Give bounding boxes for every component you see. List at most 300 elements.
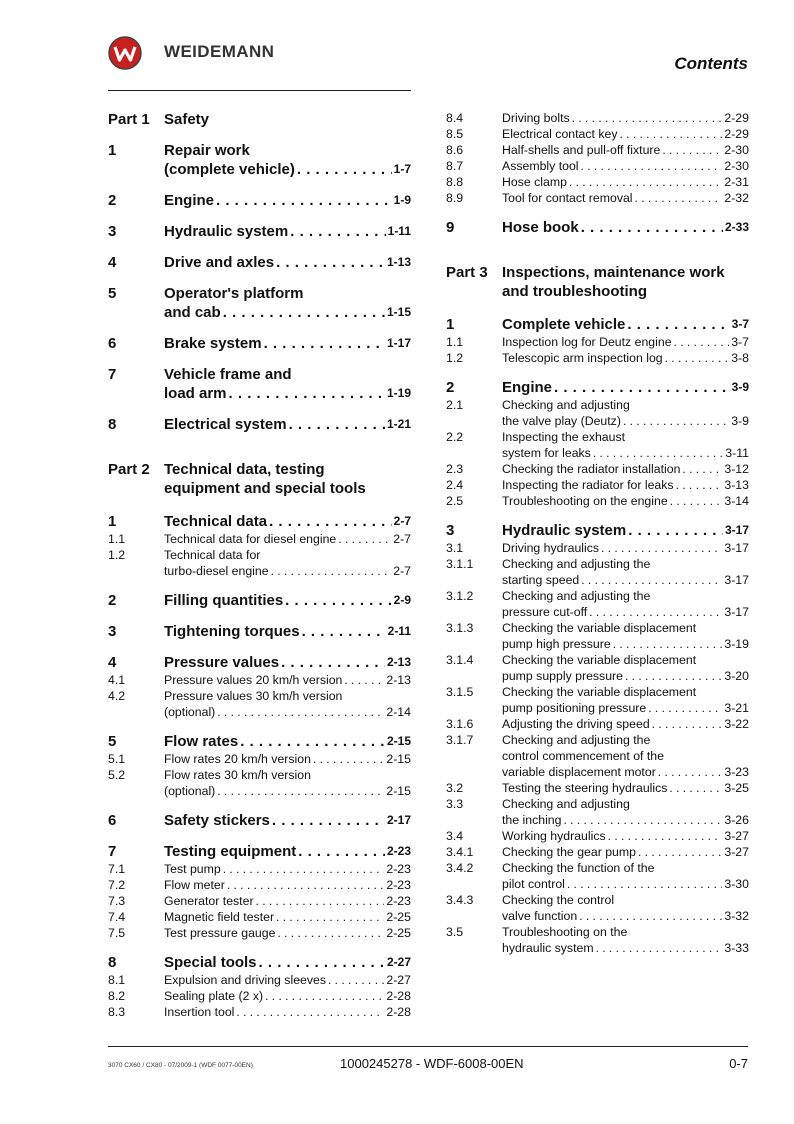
leader-dots	[627, 315, 729, 334]
toc-entry-title: variable displacement motor	[502, 765, 656, 779]
toc-entry-page: 3-19	[724, 637, 749, 651]
toc-entry-title: the valve play (Deutz)	[502, 414, 621, 428]
leader-dots	[613, 636, 723, 652]
toc-entry-page: 3-8	[731, 351, 749, 365]
leader-dots	[276, 253, 385, 272]
toc-entry-title: the inching	[502, 813, 562, 827]
toc-entry-page: 2-23	[386, 862, 411, 876]
toc-entry-page: 2-17	[386, 813, 411, 827]
toc-entry-title: Checking and adjusting	[502, 797, 630, 811]
toc-entry[interactable]	[108, 222, 411, 241]
toc-entry[interactable]	[446, 828, 749, 844]
toc-entry[interactable]	[108, 688, 411, 720]
toc-entry-page: 2-9	[393, 593, 411, 607]
toc-entry-page: 2-27	[386, 973, 411, 987]
toc-entry[interactable]	[108, 988, 411, 1004]
leader-dots	[579, 908, 722, 924]
toc-entry-number: 4.2	[108, 689, 126, 703]
toc-left-column	[108, 110, 411, 1020]
toc-entry-title: Tightening torques	[164, 623, 300, 640]
toc-entry-number: 3	[108, 623, 117, 640]
leader-dots	[236, 1004, 384, 1020]
leader-dots	[589, 604, 722, 620]
toc-entry-number: 2.5	[446, 494, 464, 508]
leader-dots	[674, 334, 730, 350]
leader-dots	[227, 877, 385, 893]
toc-entry-number: 6	[108, 335, 117, 352]
toc-entry-title: Checking the variable displacement	[502, 685, 697, 699]
toc-entry-page: 3-9	[731, 380, 749, 394]
leader-dots	[271, 563, 392, 579]
toc-entry-page: 3-30	[724, 877, 749, 891]
toc-entry[interactable]	[446, 110, 749, 126]
toc-entry[interactable]	[108, 512, 411, 531]
toc-entry-title: Technical data for diesel engine	[164, 532, 337, 546]
toc-entry-number: 7	[108, 366, 117, 383]
toc-entry[interactable]	[108, 1004, 411, 1020]
toc-entry-page: 2-14	[386, 705, 411, 719]
toc-entry-page: 3-21	[724, 701, 749, 715]
toc-entry-title: Flow rates 30 km/h version	[164, 768, 311, 782]
toc-entry[interactable]	[446, 780, 749, 796]
leader-dots	[682, 461, 722, 477]
toc-entry-number: 7.4	[108, 910, 126, 924]
toc-entry-number: 3.3	[446, 797, 464, 811]
toc-entry[interactable]	[446, 892, 749, 924]
toc-entry[interactable]	[108, 334, 411, 353]
toc-entry-page: 1-17	[386, 336, 411, 350]
toc-entry[interactable]	[446, 716, 749, 732]
toc-entry-title: Filling quantities	[164, 592, 284, 609]
leader-dots	[596, 940, 723, 956]
toc-entry-number: 7.2	[108, 878, 126, 892]
toc-entry-page: 1-21	[386, 417, 411, 431]
toc-entry-title: Pressure values	[164, 654, 280, 671]
footer-doc-code: 3070 CX60 / CX80 - 07/2009-1 (WDF 0077-00EN)	[108, 1062, 253, 1069]
toc-entry-title: Operator's platform	[164, 285, 304, 302]
toc-entry-title: Insertion tool	[164, 1005, 235, 1019]
toc-entry[interactable]	[108, 622, 411, 641]
toc-entry[interactable]	[108, 672, 411, 688]
toc-entry-title: Inspecting the radiator for leaks	[502, 478, 674, 492]
toc-entry-title: turbo-diesel engine	[164, 564, 269, 578]
leader-dots	[581, 218, 723, 237]
toc-entry-number: 2.3	[446, 462, 464, 476]
leader-dots	[652, 716, 723, 732]
toc-entry-number: 1.1	[446, 335, 464, 349]
toc-entry-title: Expulsion and driving sleeves	[164, 973, 327, 987]
leader-dots	[313, 751, 384, 767]
toc-entry[interactable]	[446, 844, 749, 860]
toc-entry[interactable]	[108, 767, 411, 799]
leader-dots	[216, 191, 392, 210]
toc-entry[interactable]	[108, 191, 411, 210]
footer-page-number: 0-7	[729, 1056, 748, 1071]
toc-entry-number: 5.1	[108, 752, 126, 766]
toc-entry[interactable]	[108, 953, 411, 972]
toc-entry-page: 1-19	[386, 386, 411, 400]
footer-doc-number: 1000245278 - WDF-6008-00EN	[340, 1056, 524, 1071]
toc-entry[interactable]	[446, 315, 749, 334]
toc-entry-title: load arm	[164, 385, 227, 402]
toc-entry-number: 7.1	[108, 862, 126, 876]
toc-entry-number: 8.5	[446, 127, 464, 141]
toc-entry-number: 2	[108, 192, 117, 209]
toc-entry-number: 8	[108, 416, 117, 433]
toc-entry-title: pilot control	[502, 877, 565, 891]
toc-entry[interactable]	[446, 126, 749, 142]
leader-dots	[223, 861, 385, 877]
toc-entry[interactable]	[446, 477, 749, 493]
toc-entry[interactable]	[446, 521, 749, 540]
toc-entry-title: Safety stickers	[164, 812, 270, 829]
toc-entry-title: Checking the gear pump	[502, 845, 636, 859]
toc-entry-page: 1-9	[393, 193, 411, 207]
toc-entry-title: Brake system	[164, 335, 262, 352]
toc-entry-number: 3.5	[446, 925, 464, 939]
toc-entry[interactable]	[108, 591, 411, 610]
weidemann-logo	[108, 36, 142, 70]
toc-entry-title: Driving bolts	[502, 111, 570, 125]
toc-entry-number: 6	[108, 812, 117, 829]
leader-dots	[670, 493, 723, 509]
toc-entry-number: 2.1	[446, 398, 464, 412]
toc-entry[interactable]	[446, 860, 749, 892]
toc-entry-number: 3.1.7	[446, 733, 474, 747]
leader-dots	[276, 909, 384, 925]
toc-entry-page: 2-11	[387, 624, 411, 638]
toc-entry-page: 1-11	[387, 224, 411, 238]
leader-dots	[608, 828, 723, 844]
toc-entry-title: equipment and special tools	[164, 480, 366, 497]
toc-entry-title: Special tools	[164, 954, 257, 971]
leader-dots	[581, 158, 723, 174]
toc-entry-title: Checking and adjusting	[502, 398, 630, 412]
toc-entry-page: 2-25	[386, 910, 411, 924]
toc-entry-title: Telescopic arm inspection log	[502, 351, 663, 365]
left-top-rule	[108, 90, 411, 91]
toc-entry-page: 2-30	[724, 143, 749, 157]
toc-entry-title: Checking and adjusting the	[502, 557, 651, 571]
toc-entry-title: Inspections, maintenance work	[502, 264, 725, 281]
toc-entry-page: 2-15	[386, 734, 411, 748]
toc-entry[interactable]	[446, 588, 749, 620]
toc-entry-title: valve function	[502, 909, 578, 923]
toc-entry-page: 3-26	[724, 813, 749, 827]
leader-dots	[676, 477, 723, 493]
leader-dots	[648, 700, 722, 716]
toc-entry[interactable]	[108, 811, 411, 830]
toc-entry[interactable]	[446, 350, 749, 366]
toc-entry-title: Checking the radiator installation	[502, 462, 681, 476]
leader-dots	[265, 988, 384, 1004]
toc-entry-title: pump positioning pressure	[502, 701, 647, 715]
toc-entry-page: 3-7	[731, 317, 749, 331]
toc-right-column	[446, 110, 749, 956]
toc-entry-number: 1	[108, 142, 117, 159]
toc-entry-page: 2-7	[393, 514, 411, 528]
toc-entry-title: Drive and axles	[164, 254, 275, 271]
toc-entry-page: 3-27	[724, 829, 749, 843]
leader-dots	[669, 780, 722, 796]
toc-entry-page: 3-20	[724, 669, 749, 683]
bottom-rule	[108, 1046, 748, 1047]
toc-entry-title: Checking and adjusting the	[502, 589, 651, 603]
toc-entry-title: Half-shells and pull-off fixture	[502, 143, 661, 157]
toc-entry-number: 5.2	[108, 768, 126, 782]
leader-dots	[281, 653, 385, 672]
toc-entry-title: Checking and adjusting the	[502, 733, 651, 747]
toc-entry[interactable]	[446, 378, 749, 397]
leader-dots	[620, 126, 723, 142]
toc-entry-number: 1.1	[108, 532, 126, 546]
toc-entry-number: 9	[446, 219, 455, 236]
toc-entry-number: 8.7	[446, 159, 464, 173]
leader-dots	[581, 572, 722, 588]
leader-dots	[289, 415, 385, 434]
toc-entry-page: 2-15	[386, 752, 411, 766]
leader-dots	[256, 893, 385, 909]
toc-entry-page: 3-17	[724, 573, 749, 587]
toc-entry-title: Assembly tool	[502, 159, 579, 173]
toc-entry-page: 3-23	[724, 765, 749, 779]
toc-entry[interactable]	[108, 365, 411, 403]
toc-entry-number: 7.3	[108, 894, 126, 908]
toc-entry[interactable]	[108, 141, 411, 179]
toc-entry-title: Magnetic field tester	[164, 910, 275, 924]
toc-entry-number: 3.2	[446, 781, 464, 795]
leader-dots	[297, 160, 392, 179]
toc-entry[interactable]	[446, 174, 749, 190]
toc-entry-page: 3-7	[731, 335, 749, 349]
toc-entry-title: Test pressure gauge	[164, 926, 276, 940]
toc-entry-title: (optional)	[164, 784, 216, 798]
toc-entry[interactable]	[446, 158, 749, 174]
toc-entry-page: 3-9	[731, 414, 749, 428]
toc-entry[interactable]	[446, 556, 749, 588]
toc-entry-title: Sealing plate (2 x)	[164, 989, 264, 1003]
toc-entry[interactable]	[108, 110, 411, 129]
toc-entry[interactable]	[446, 334, 749, 350]
toc-entry-title: and cab	[164, 304, 221, 321]
toc-entry-number: 3	[108, 223, 117, 240]
leader-dots	[223, 303, 385, 322]
toc-entry-page: 3-13	[724, 478, 749, 492]
toc-entry-page: 3-27	[724, 845, 749, 859]
toc-entry[interactable]	[108, 877, 411, 893]
leader-dots	[264, 334, 385, 353]
toc-entry[interactable]	[446, 218, 749, 237]
toc-entry-page: 2-7	[393, 564, 411, 578]
leader-dots	[635, 190, 723, 206]
toc-entry-page: 3-22	[724, 717, 749, 731]
toc-entry-number: 3.1.5	[446, 685, 474, 699]
toc-entry[interactable]	[108, 460, 411, 498]
toc-entry-page: 2-33	[724, 220, 749, 234]
toc-entry-page: 2-15	[386, 784, 411, 798]
toc-entry-number: 3.4.1	[446, 845, 474, 859]
toc-entry-number: 8.9	[446, 191, 464, 205]
toc-entry-title: Flow rates 20 km/h version	[164, 752, 311, 766]
toc-entry-title: Electrical contact key	[502, 127, 618, 141]
toc-entry[interactable]	[108, 415, 411, 434]
toc-entry-title: Hose book	[502, 219, 579, 236]
toc-entry[interactable]	[108, 653, 411, 672]
toc-entry[interactable]	[446, 620, 749, 652]
toc-entry-title: Complete vehicle	[502, 316, 626, 333]
toc-entry[interactable]	[108, 531, 411, 547]
toc-entry[interactable]	[446, 397, 749, 429]
toc-entry-number: 3.1	[446, 541, 464, 555]
toc-entry-page: 2-30	[724, 159, 749, 173]
toc-entry-title: Technical data, testing	[164, 461, 325, 478]
leader-dots	[658, 764, 723, 780]
toc-entry-number: 8.1	[108, 973, 126, 987]
toc-entry-page: 1-7	[393, 162, 411, 176]
toc-entry[interactable]	[108, 925, 411, 941]
toc-entry-number: 7.5	[108, 926, 126, 940]
toc-entry-page: 3-12	[724, 462, 749, 476]
toc-entry-title: Pressure values 20 km/h version	[164, 673, 343, 687]
leader-dots	[290, 222, 385, 241]
leader-dots	[328, 972, 384, 988]
toc-entry-title: Driving hydraulics	[502, 541, 600, 555]
toc-entry-title: Troubleshooting on the engine	[502, 494, 668, 508]
toc-entry-number: Part 1	[108, 111, 150, 128]
leader-dots	[277, 925, 384, 941]
toc-entry-number: 4	[108, 654, 117, 671]
toc-entry[interactable]	[108, 751, 411, 767]
toc-entry-title: pump high pressure	[502, 637, 611, 651]
leader-dots	[572, 110, 723, 126]
toc-entry-page: 3-32	[724, 909, 749, 923]
toc-entry[interactable]	[446, 652, 749, 684]
leader-dots	[625, 668, 722, 684]
leader-dots	[259, 953, 385, 972]
toc-entry-number: 1	[446, 316, 455, 333]
toc-entry-page: 1-13	[386, 255, 411, 269]
leader-dots	[593, 445, 723, 461]
toc-entry-number: 5	[108, 733, 117, 750]
toc-entry-title: system for leaks	[502, 446, 591, 460]
toc-entry-number: 8.6	[446, 143, 464, 157]
page-title: Contents	[674, 54, 748, 73]
toc-entry-title: Checking the control	[502, 893, 615, 907]
toc-entry-title: Engine	[502, 379, 553, 396]
toc-entry[interactable]	[446, 142, 749, 158]
toc-entry[interactable]	[446, 263, 749, 301]
leader-dots	[344, 672, 384, 688]
toc-entry[interactable]	[446, 461, 749, 477]
toc-entry-title: Inspecting the exhaust	[502, 430, 626, 444]
toc-entry[interactable]	[108, 972, 411, 988]
toc-entry-number: 8.4	[446, 111, 464, 125]
leader-dots	[269, 512, 392, 531]
leader-dots	[302, 622, 386, 641]
toc-entry[interactable]	[446, 796, 749, 828]
toc-entry-title: Pressure values 30 km/h version	[164, 689, 343, 703]
leader-dots	[298, 842, 385, 861]
toc-entry[interactable]	[446, 732, 749, 780]
toc-entry-page: 3-17	[724, 523, 749, 537]
toc-entry-page: 3-33	[724, 941, 749, 955]
toc-entry[interactable]	[446, 429, 749, 461]
toc-entry[interactable]	[446, 540, 749, 556]
leader-dots	[563, 812, 722, 828]
toc-entry-title: hydraulic system	[502, 941, 594, 955]
toc-entry-title: Vehicle frame and	[164, 366, 292, 383]
toc-entry-title: starting speed	[502, 573, 580, 587]
toc-entry-number: 8.2	[108, 989, 126, 1003]
toc-entry-number: 3.1.6	[446, 717, 474, 731]
leader-dots	[217, 704, 384, 720]
leader-dots	[217, 783, 384, 799]
toc-entry-page: 2-13	[386, 655, 411, 669]
toc-entry-title: Engine	[164, 192, 215, 209]
toc-entry-page: 3-17	[724, 541, 749, 555]
toc-entry-number: 3.1.4	[446, 653, 474, 667]
toc-entry-number: Part 3	[446, 264, 488, 281]
toc-entry[interactable]	[108, 732, 411, 751]
toc-entry[interactable]	[108, 284, 411, 322]
toc-entry-title: Flow rates	[164, 733, 239, 750]
toc-entry[interactable]	[108, 893, 411, 909]
toc-entry-number: 4.1	[108, 673, 126, 687]
toc-entry-title: Hose clamp	[502, 175, 567, 189]
leader-dots	[601, 540, 722, 556]
toc-entry-title: Checking the variable displacement	[502, 621, 697, 635]
toc-entry-number: 3.1.2	[446, 589, 474, 603]
toc-entry-page: 2-27	[386, 955, 411, 969]
toc-entry-number: 3.1.3	[446, 621, 474, 635]
toc-entry-title: Repair work	[164, 142, 250, 159]
toc-entry-title: Test pump	[164, 862, 221, 876]
toc-entry[interactable]	[446, 190, 749, 206]
toc-entry-number: 8	[108, 954, 117, 971]
toc-entry-title: Technical data for	[164, 548, 261, 562]
toc-entry-number: 1	[108, 513, 117, 530]
toc-entry-page: 2-25	[386, 926, 411, 940]
toc-entry[interactable]	[108, 547, 411, 579]
toc-entry-page: 2-23	[386, 894, 411, 908]
toc-entry[interactable]	[108, 909, 411, 925]
toc-entry[interactable]	[108, 842, 411, 861]
toc-entry-page: 2-23	[386, 844, 411, 858]
toc-entry[interactable]	[108, 861, 411, 877]
toc-entry-page: 2-28	[386, 1005, 411, 1019]
leader-dots	[240, 732, 385, 751]
toc-entry-page: 2-13	[386, 673, 411, 687]
toc-entry-title: Inspection log for Deutz engine	[502, 335, 672, 349]
toc-entry-page: 2-28	[386, 989, 411, 1003]
toc-entry-number: 7	[108, 843, 117, 860]
leader-dots	[338, 531, 391, 547]
toc-entry[interactable]	[446, 684, 749, 716]
leader-dots	[665, 350, 730, 366]
toc-entry[interactable]	[108, 253, 411, 272]
toc-entry-number: 2	[446, 379, 455, 396]
toc-entry-title: Electrical system	[164, 416, 287, 433]
brand-name: WEIDEMANN	[164, 42, 275, 61]
toc-entry-title: Checking the function of the	[502, 861, 655, 875]
toc-entry-page: 2-32	[724, 191, 749, 205]
toc-entry-title: Hydraulic system	[502, 522, 627, 539]
toc-entry-page: 3-17	[724, 605, 749, 619]
toc-entry[interactable]	[446, 924, 749, 956]
toc-entry-title: pump supply pressure	[502, 669, 623, 683]
toc-entry[interactable]	[446, 493, 749, 509]
toc-entry-number: 3.4.3	[446, 893, 474, 907]
